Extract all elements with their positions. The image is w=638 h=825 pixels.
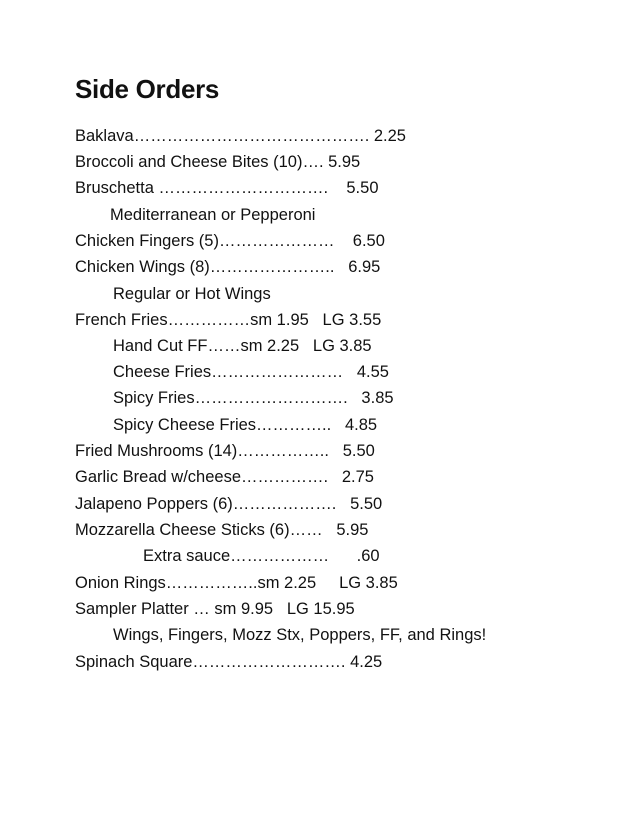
menu-item-fried-mushrooms: Fried Mushrooms (14)…………….. 5.50	[75, 442, 375, 460]
menu-item-garlic-bread: Garlic Bread w/cheese……………. 2.75	[75, 468, 374, 486]
menu-item-onion-rings: Onion Rings……………..sm 2.25 LG 3.85	[75, 574, 398, 592]
menu-item-spicy-cheese-fries: Spicy Cheese Fries………….. 4.85	[113, 416, 378, 434]
menu-item-mozzarella-sticks: Mozzarella Cheese Sticks (6)…… 5.95	[75, 521, 369, 539]
menu-item-french-fries: French Fries……………sm 1.95 LG 3.55	[75, 311, 382, 329]
page-title: Side Orders	[75, 74, 220, 104]
menu-subnote-bruschetta: Mediterranean or Pepperoni	[110, 206, 316, 224]
menu-item-sampler-platter: Sampler Platter … sm 9.95 LG 15.95	[75, 600, 355, 618]
menu-item-jalapeno-poppers: Jalapeno Poppers (6)………………. 5.50	[75, 495, 383, 513]
menu-item-chicken-wings: Chicken Wings (8)………………….. 6.95	[75, 258, 381, 276]
menu-subnote-wings: Regular or Hot Wings	[113, 285, 271, 303]
menu-item-cheese-fries: Cheese Fries…………………… 4.55	[113, 363, 389, 381]
menu-item-baklava: Baklava……………………………………. 2.25	[75, 127, 406, 145]
menu-item-extra-sauce: Extra sauce……………… .60	[143, 547, 380, 565]
menu-subnote-sampler: Wings, Fingers, Mozz Stx, Poppers, FF, and Rings!	[113, 626, 487, 644]
menu-item-bruschetta: Bruschetta …………………………. 5.50	[75, 179, 379, 197]
menu-item-spinach-square: Spinach Square………………………. 4.25	[75, 653, 383, 671]
menu-item-chicken-fingers: Chicken Fingers (5)………………… 6.50	[75, 232, 385, 250]
menu-item-hand-cut-ff: Hand Cut FF……sm 2.25 LG 3.85	[113, 337, 372, 355]
menu-item-broccoli-cheese-bites: Broccoli and Cheese Bites (10)…. 5.95	[75, 153, 361, 171]
menu-item-spicy-fries: Spicy Fries………………………. 3.85	[113, 389, 394, 407]
